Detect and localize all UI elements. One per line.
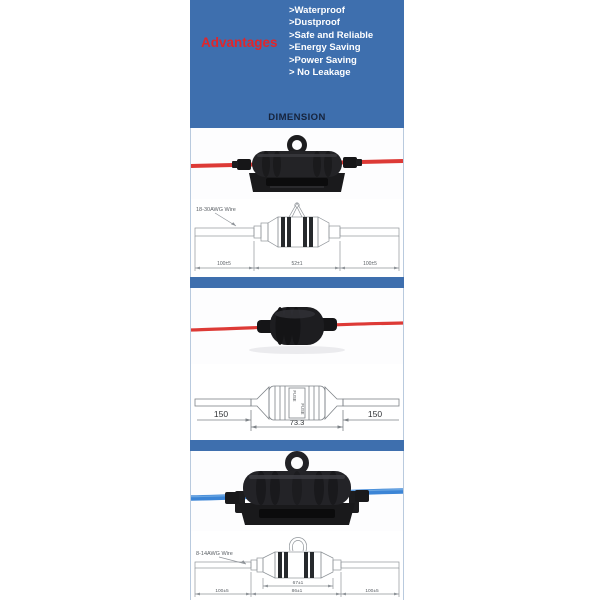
dim-label-right: 100±5	[365, 589, 379, 594]
left-cap	[232, 161, 238, 168]
dim-label-mid-top: 67±1	[292, 581, 304, 586]
left-fitting	[237, 159, 251, 170]
wire-gauge-label: 18-30AWG Wire	[196, 207, 236, 213]
wire-gauge-label: 8-14AWG Wire	[196, 551, 233, 557]
advantages-list	[289, 5, 373, 79]
blue-separator	[190, 277, 404, 288]
highlight	[275, 310, 315, 319]
blue-separator	[190, 440, 404, 451]
drawing-barrel-fuse-holder	[191, 364, 403, 440]
advantages-header	[190, 0, 404, 128]
photo-barrel-fuse-holder	[191, 288, 403, 364]
advantage-item-energy: >Energy Saving	[289, 42, 361, 54]
fuse-marking: FUSE	[292, 390, 297, 402]
content-column	[190, 0, 404, 600]
photo-small-fuse-holder	[191, 128, 403, 199]
drawing-small-fuse-holder	[191, 199, 403, 277]
dim-label-mid: 73.3	[289, 418, 305, 427]
dim-label-right: 150	[367, 409, 383, 419]
dimension-heading: DIMENSION	[268, 112, 326, 123]
shadow	[249, 346, 345, 354]
dim-label-left: 150	[213, 409, 229, 419]
bracket-slot	[259, 509, 335, 518]
advantage-item-leakage: > No Leakage	[289, 67, 351, 79]
dim-label-left: 100±5	[217, 261, 231, 267]
fuse-marking: FUSE	[300, 403, 305, 415]
hatch-bands	[278, 552, 314, 578]
right-fitting	[343, 157, 357, 168]
drawing-large-fuse-holder	[191, 531, 403, 600]
right-fitting	[355, 490, 369, 502]
left-fitting	[225, 492, 239, 504]
section-large-fuse-holder	[190, 451, 404, 600]
dim-label-mid: 86±1	[291, 589, 303, 594]
dim-label-mid: 52±1	[291, 261, 303, 267]
section-barrel-fuse-holder	[190, 288, 404, 440]
advantage-item-waterproof: >Waterproof	[289, 5, 345, 16]
bracket-edge	[270, 186, 324, 188]
photo-large-fuse-holder	[191, 451, 403, 531]
right-cap	[356, 159, 362, 166]
section-small-fuse-holder	[190, 128, 404, 277]
highlight	[249, 475, 345, 479]
advantages-title: Advantages	[201, 35, 278, 50]
dim-label-left: 100±5	[215, 589, 229, 594]
dim-label-right: 100±5	[363, 261, 377, 267]
advantage-item-dustproof: >Dustproof	[289, 17, 340, 29]
advantage-item-power: >Power Saving	[289, 54, 357, 66]
advantage-item-safe: >Safe and Reliable	[289, 29, 374, 41]
hatch-bands	[281, 217, 313, 247]
highlight	[257, 154, 337, 157]
bracket-slot	[266, 178, 328, 186]
